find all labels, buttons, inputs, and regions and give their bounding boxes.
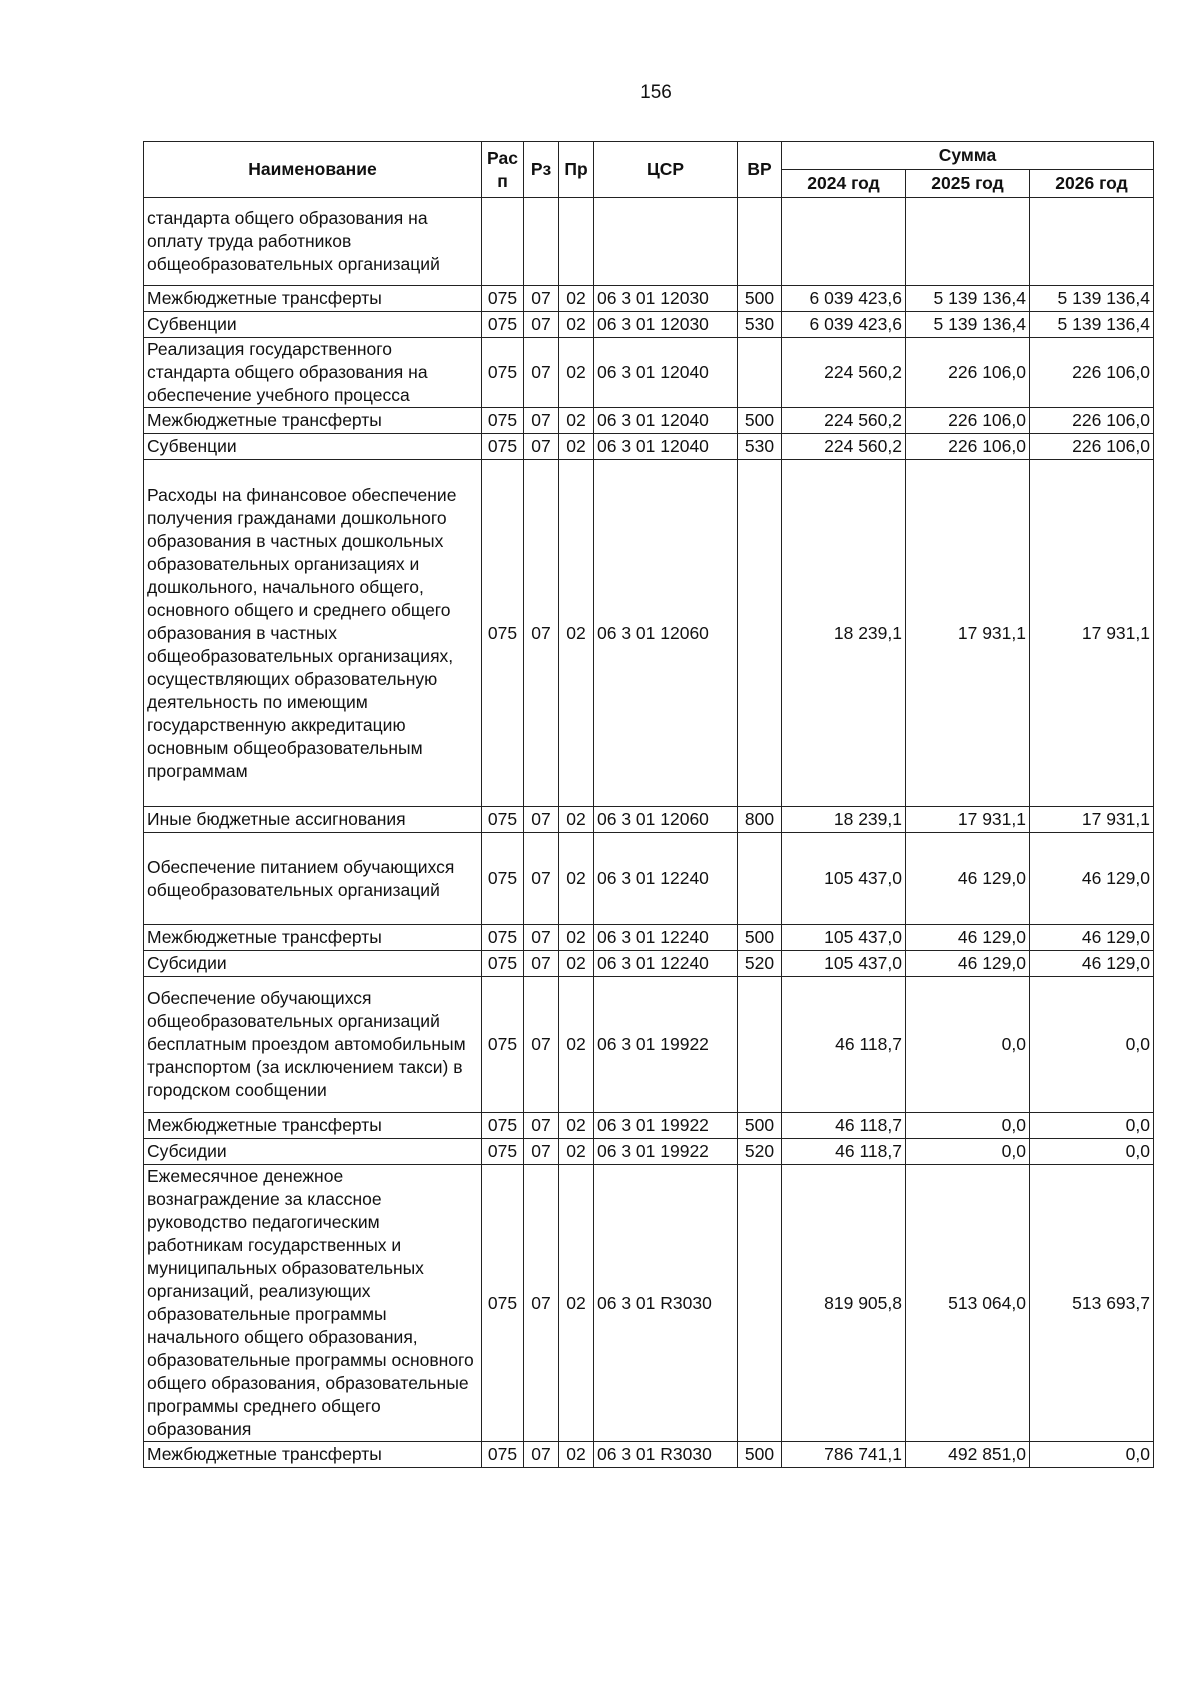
header-2025: 2025 год	[906, 170, 1030, 198]
cell-y2026	[1030, 198, 1154, 286]
cell-rasp: 075	[482, 833, 524, 925]
cell-y2025: 0,0	[906, 1113, 1030, 1139]
cell-rasp: 075	[482, 951, 524, 977]
cell-rasp: 075	[482, 312, 524, 338]
cell-y2024: 224 560,2	[782, 434, 906, 460]
cell-y2025: 17 931,1	[906, 460, 1030, 807]
cell-name: Ежемесячное денежное вознаграждение за классное руководство педагогическим работникам государственных и муниципальных образовательных организаций, реализующих образовательные программы начального общего образования, образовательные программы основного общего образования, образовательные программы среднего общего образования	[144, 1165, 482, 1442]
cell-vr: 500	[738, 1113, 782, 1139]
cell-rz: 07	[524, 408, 559, 434]
cell-csr: 06 3 01 12060	[594, 460, 738, 807]
cell-y2026: 513 693,7	[1030, 1165, 1154, 1442]
cell-y2026: 0,0	[1030, 977, 1154, 1113]
cell-y2025	[906, 198, 1030, 286]
cell-name: Реализация государственного стандарта общего образования на обеспечение учебного процесса	[144, 338, 482, 408]
header-pr: Пр	[559, 142, 594, 198]
cell-y2026: 226 106,0	[1030, 408, 1154, 434]
cell-rz: 07	[524, 807, 559, 833]
cell-csr: 06 3 01 12030	[594, 312, 738, 338]
cell-rz: 07	[524, 312, 559, 338]
cell-y2025: 0,0	[906, 1139, 1030, 1165]
cell-rz: 07	[524, 434, 559, 460]
cell-rasp: 075	[482, 1165, 524, 1442]
table-row	[144, 977, 1154, 1113]
cell-rasp: 075	[482, 460, 524, 807]
cell-rz: 07	[524, 1165, 559, 1442]
cell-vr	[738, 338, 782, 408]
cell-y2024: 224 560,2	[782, 338, 906, 408]
header-row-1	[144, 142, 1154, 170]
cell-name: Обеспечение питанием обучающихся общеобразовательных организаций	[144, 833, 482, 925]
cell-rasp: 075	[482, 977, 524, 1113]
cell-y2024: 18 239,1	[782, 460, 906, 807]
cell-y2026: 226 106,0	[1030, 434, 1154, 460]
cell-pr: 02	[559, 925, 594, 951]
cell-y2026: 0,0	[1030, 1113, 1154, 1139]
cell-y2024: 18 239,1	[782, 807, 906, 833]
cell-y2025: 46 129,0	[906, 925, 1030, 951]
cell-name: Межбюджетные трансферты	[144, 1113, 482, 1139]
cell-y2024: 6 039 423,6	[782, 286, 906, 312]
cell-rz	[524, 198, 559, 286]
cell-rasp	[482, 198, 524, 286]
cell-rz: 07	[524, 460, 559, 807]
cell-y2024: 786 741,1	[782, 1442, 906, 1468]
cell-csr: 06 3 01 12240	[594, 833, 738, 925]
cell-rasp: 075	[482, 807, 524, 833]
cell-rasp: 075	[482, 408, 524, 434]
cell-y2025: 513 064,0	[906, 1165, 1030, 1442]
cell-csr: 06 3 01 19922	[594, 1113, 738, 1139]
cell-y2025: 226 106,0	[906, 408, 1030, 434]
cell-name: Субсидии	[144, 1139, 482, 1165]
cell-name: Межбюджетные трансферты	[144, 1442, 482, 1468]
cell-y2025: 0,0	[906, 977, 1030, 1113]
header-2024: 2024 год	[782, 170, 906, 198]
cell-vr	[738, 198, 782, 286]
cell-vr: 500	[738, 1442, 782, 1468]
cell-rasp: 075	[482, 1139, 524, 1165]
cell-rasp: 075	[482, 925, 524, 951]
header-2026: 2026 год	[1030, 170, 1154, 198]
cell-y2025: 46 129,0	[906, 833, 1030, 925]
table-row	[144, 925, 1154, 951]
table-row	[144, 338, 1154, 408]
cell-y2026: 46 129,0	[1030, 833, 1154, 925]
cell-y2024	[782, 198, 906, 286]
cell-csr: 06 3 01 19922	[594, 1139, 738, 1165]
cell-csr: 06 3 01 12240	[594, 951, 738, 977]
cell-rz: 07	[524, 951, 559, 977]
table-row	[144, 807, 1154, 833]
cell-vr	[738, 460, 782, 807]
cell-csr	[594, 198, 738, 286]
page-number: 156	[640, 82, 672, 103]
cell-y2024: 46 118,7	[782, 1139, 906, 1165]
cell-pr: 02	[559, 977, 594, 1113]
cell-vr: 500	[738, 925, 782, 951]
table-row	[144, 198, 1154, 286]
cell-y2026: 5 139 136,4	[1030, 312, 1154, 338]
cell-vr	[738, 833, 782, 925]
cell-csr: 06 3 01 12060	[594, 807, 738, 833]
cell-vr: 800	[738, 807, 782, 833]
cell-rz: 07	[524, 1113, 559, 1139]
cell-rz: 07	[524, 833, 559, 925]
cell-pr: 02	[559, 312, 594, 338]
cell-csr: 06 3 01 12040	[594, 434, 738, 460]
cell-y2025: 5 139 136,4	[906, 286, 1030, 312]
cell-rasp: 075	[482, 1442, 524, 1468]
cell-vr: 530	[738, 312, 782, 338]
cell-y2024: 105 437,0	[782, 951, 906, 977]
cell-vr: 520	[738, 1139, 782, 1165]
cell-name: Субвенции	[144, 312, 482, 338]
cell-y2024: 46 118,7	[782, 977, 906, 1113]
cell-pr: 02	[559, 1139, 594, 1165]
cell-y2025: 492 851,0	[906, 1442, 1030, 1468]
header-rz: Рз	[524, 142, 559, 198]
cell-rz: 07	[524, 925, 559, 951]
table-row	[144, 312, 1154, 338]
header-rasp: Рас п	[482, 142, 524, 198]
cell-pr: 02	[559, 1165, 594, 1442]
cell-csr: 06 3 01 R3030	[594, 1165, 738, 1442]
cell-rz: 07	[524, 1139, 559, 1165]
cell-vr	[738, 977, 782, 1113]
cell-y2026: 0,0	[1030, 1139, 1154, 1165]
cell-y2025: 226 106,0	[906, 338, 1030, 408]
cell-rasp: 075	[482, 286, 524, 312]
cell-y2024: 46 118,7	[782, 1113, 906, 1139]
cell-pr: 02	[559, 1442, 594, 1468]
cell-csr: 06 3 01 12040	[594, 408, 738, 434]
cell-name: Субсидии	[144, 951, 482, 977]
cell-name: Межбюджетные трансферты	[144, 408, 482, 434]
cell-y2026: 0,0	[1030, 1442, 1154, 1468]
cell-y2025: 5 139 136,4	[906, 312, 1030, 338]
cell-csr: 06 3 01 12040	[594, 338, 738, 408]
cell-y2025: 17 931,1	[906, 807, 1030, 833]
table-row	[144, 1139, 1154, 1165]
cell-csr: 06 3 01 12030	[594, 286, 738, 312]
cell-pr: 02	[559, 286, 594, 312]
table-row	[144, 833, 1154, 925]
cell-y2024: 224 560,2	[782, 408, 906, 434]
cell-y2026: 226 106,0	[1030, 338, 1154, 408]
cell-y2026: 46 129,0	[1030, 951, 1154, 977]
cell-pr: 02	[559, 408, 594, 434]
cell-name: Обеспечение обучающихся общеобразовательных организаций бесплатным проездом автомобильным транспортом (за исключением такси) в городском сообщении	[144, 977, 482, 1113]
cell-csr: 06 3 01 R3030	[594, 1442, 738, 1468]
cell-name: Расходы на финансовое обеспечение получения гражданами дошкольного образования в частных дошкольных образовательных организациях и дошкольного, начального общего, основного общего и среднего общего образования в частных общеобразовательных организациях, осуществляющих образовательную деятельность по имеющим государственную аккредитацию основным общеобразовательным программам	[144, 460, 482, 807]
cell-pr: 02	[559, 460, 594, 807]
cell-vr: 500	[738, 408, 782, 434]
cell-y2026: 5 139 136,4	[1030, 286, 1154, 312]
header-name: Наименование	[144, 142, 482, 198]
table-body	[144, 198, 1154, 1468]
cell-pr: 02	[559, 338, 594, 408]
cell-csr: 06 3 01 19922	[594, 977, 738, 1113]
table-row	[144, 951, 1154, 977]
cell-rasp: 075	[482, 434, 524, 460]
cell-pr: 02	[559, 833, 594, 925]
cell-name: стандарта общего образования на оплату труда работников общеобразовательных организаций	[144, 198, 482, 286]
table-row	[144, 460, 1154, 807]
cell-y2026: 46 129,0	[1030, 925, 1154, 951]
table-row	[144, 408, 1154, 434]
cell-rz: 07	[524, 977, 559, 1113]
cell-pr: 02	[559, 807, 594, 833]
cell-pr	[559, 198, 594, 286]
cell-y2025: 46 129,0	[906, 951, 1030, 977]
cell-name: Межбюджетные трансферты	[144, 286, 482, 312]
cell-rz: 07	[524, 1442, 559, 1468]
budget-table	[143, 141, 1154, 1468]
cell-y2024: 6 039 423,6	[782, 312, 906, 338]
cell-y2024: 105 437,0	[782, 833, 906, 925]
cell-y2024: 105 437,0	[782, 925, 906, 951]
cell-pr: 02	[559, 1113, 594, 1139]
cell-pr: 02	[559, 951, 594, 977]
cell-rz: 07	[524, 338, 559, 408]
cell-name: Иные бюджетные ассигнования	[144, 807, 482, 833]
table-row	[144, 1165, 1154, 1442]
table-row	[144, 1113, 1154, 1139]
cell-y2026: 17 931,1	[1030, 807, 1154, 833]
cell-pr: 02	[559, 434, 594, 460]
cell-y2024: 819 905,8	[782, 1165, 906, 1442]
cell-name: Межбюджетные трансферты	[144, 925, 482, 951]
cell-y2025: 226 106,0	[906, 434, 1030, 460]
cell-vr: 500	[738, 286, 782, 312]
cell-vr	[738, 1165, 782, 1442]
cell-vr: 520	[738, 951, 782, 977]
table-row	[144, 286, 1154, 312]
table-row	[144, 1442, 1154, 1468]
header-csr: ЦСР	[594, 142, 738, 198]
cell-rz: 07	[524, 286, 559, 312]
cell-y2026: 17 931,1	[1030, 460, 1154, 807]
header-summa: Сумма	[782, 142, 1154, 170]
cell-vr: 530	[738, 434, 782, 460]
cell-rasp: 075	[482, 338, 524, 408]
cell-csr: 06 3 01 12240	[594, 925, 738, 951]
cell-rasp: 075	[482, 1113, 524, 1139]
header-vr: ВР	[738, 142, 782, 198]
table-row	[144, 434, 1154, 460]
cell-name: Субвенции	[144, 434, 482, 460]
